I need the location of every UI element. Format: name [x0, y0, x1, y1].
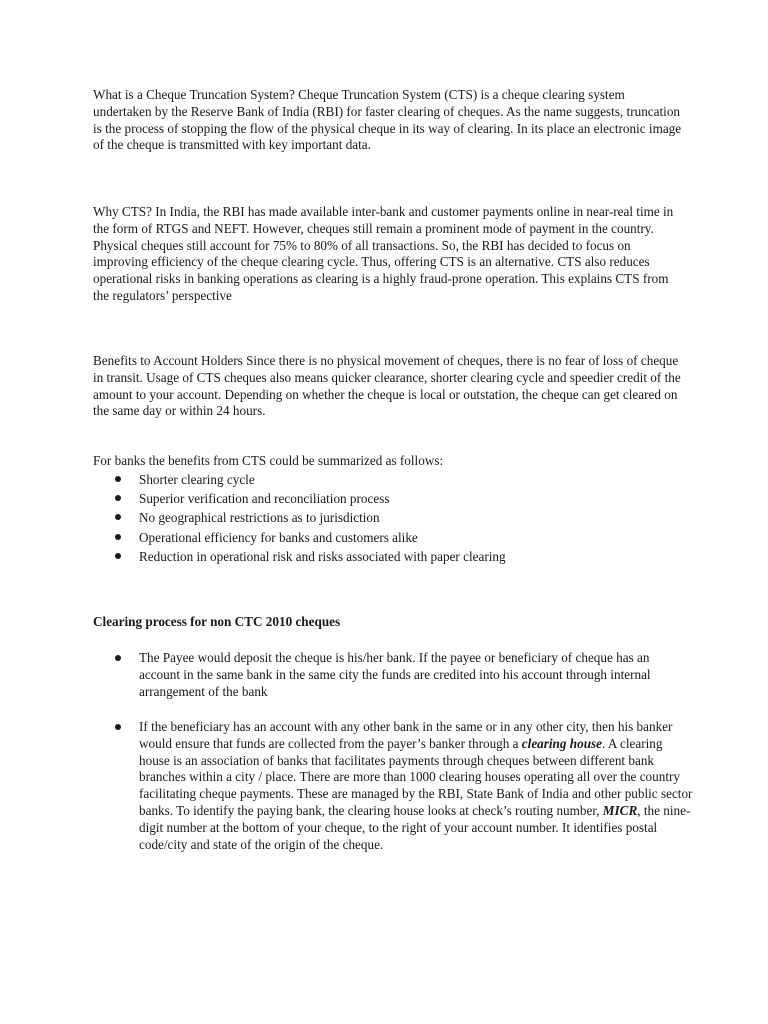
list-item-text: Reduction in operational risk and risks associated with paper clearing	[139, 548, 506, 564]
list-item-text: Superior verification and reconciliation process	[139, 491, 390, 507]
clearing-process-heading: Clearing process for non CTC 2010 cheques	[93, 614, 341, 629]
list-item	[93, 470, 693, 489]
why-cts-paragraph: Why CTS? In India, the RBI has made available inter-bank and customer payments online in near-real time in the form of RTGS and NEFT. However, cheques still remain a prominent mode of payment in the country. Physical cheques still account for 75% to 80% of all transactions. So, the RBI has decided to focus on improving efficiency of the cheque clearing cycle. Thus, offering CTS is an alternative. CTS also reduces operational risks in banking operations as clearing is a highly fraud-prone operation. This explains CTS from the regulators’ perspective	[93, 204, 674, 303]
clearing-process-list-1	[93, 650, 693, 700]
bank-benefits-list	[93, 470, 693, 566]
list-item	[93, 528, 693, 547]
list-item-text: The Payee would deposit the cheque is his/her bank. If the payee or beneficiary of cheque has an account in the same bank in the same city the funds are credited into his account through internal arrangement of the bank	[139, 650, 651, 699]
list-item	[93, 547, 693, 566]
list-item-text-part: , the nine-digit number at the bottom of your cheque, to the right of your account number. It identifies postal code/city and state of the origin of the cheque.	[139, 802, 691, 852]
list-item	[93, 508, 693, 527]
micr-term: MICR	[602, 802, 638, 818]
bullet-icon	[115, 514, 121, 520]
account-holder-benefits-paragraph: Benefits to Account Holders Since there is no physical movement of cheques, there is no fear of loss of cheque in transit. Usage of CTS cheques also means quicker clearance, shorter clearing cycle and speedier credit of the amount to your account. Depending on whether the cheque is local or outstation, the cheque can get cleared on the same day or within 24 hours.	[93, 353, 681, 419]
clearing-house-term: clearing house	[521, 735, 603, 751]
bullet-icon	[115, 534, 121, 540]
bullet-icon	[115, 553, 121, 559]
clearing-process-list-2	[93, 719, 693, 853]
cts-definition-paragraph: What is a Cheque Truncation System? Cheque Truncation System (CTS) is a cheque clearing system undertaken by the Reserve Bank of India (RBI) for faster clearing of cheques. As the name suggests, truncation is the process of stopping the flow of the physical cheque in its way of clearing. In its place an electronic image of the cheque is transmitted with key important data.	[93, 87, 682, 153]
bullet-icon	[115, 724, 121, 730]
list-item-text: Shorter clearing cycle	[139, 472, 255, 487]
bank-benefits-intro: For banks the benefits from CTS could be summarized as follows:	[93, 453, 444, 468]
list-item	[93, 650, 693, 700]
bullet-icon	[115, 655, 121, 661]
bullet-icon	[115, 495, 121, 501]
list-item-text-part: . A clearing house is an association of banks that facilitates payments through cheques between different bank branches within a city / place. There are more than 1000 clearing houses operating all over the country facilitating cheque payments. These are managed by the RBI, State Bank of India and other public sector banks. To identify the paying bank, the clearing house looks at check’s routing number,	[139, 735, 693, 818]
list-item	[93, 489, 693, 508]
list-item-text: No geographical restrictions as to jurisdiction	[139, 510, 380, 526]
list-item-text: Operational efficiency for banks and customers alike	[139, 529, 418, 545]
list-item-text-part: If the beneficiary has an account with any other bank in the same or in any other city, then his banker would ensure that funds are collected from the payer’s banker through a	[139, 719, 673, 751]
list-item	[93, 719, 693, 853]
bullet-icon	[115, 476, 121, 482]
